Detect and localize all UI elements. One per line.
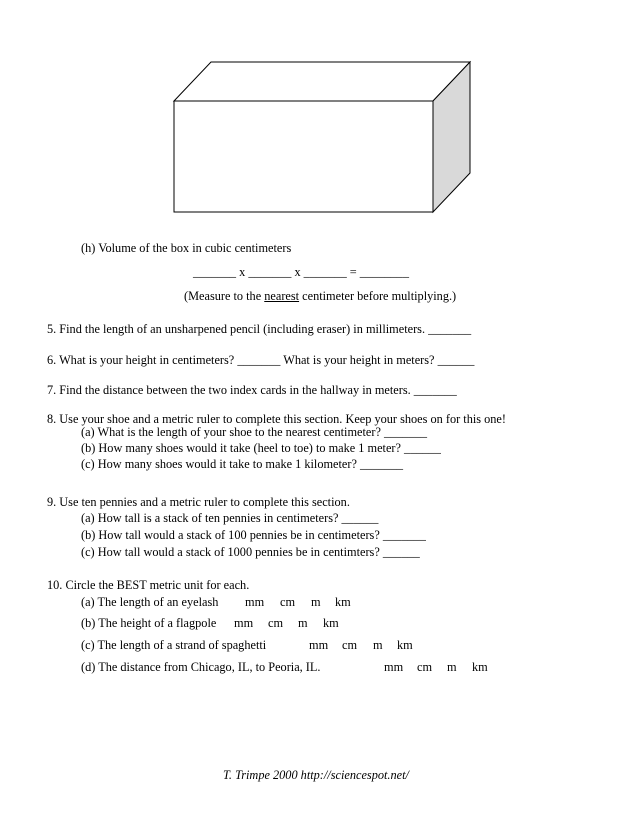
h-volume-equation: _______ x _______ x _______ = ________ bbox=[193, 265, 409, 279]
q10d-unit-m: m bbox=[447, 660, 457, 674]
question-10d: (d) The distance from Chicago, IL, to Peoria, IL. bbox=[81, 660, 321, 674]
q10b-unit-mm: mm bbox=[234, 616, 254, 630]
question-8b: (b) How many shoes would it take (heel to toe) to make 1 meter? ______ bbox=[81, 441, 441, 455]
question-9: 9. Use ten pennies and a metric ruler to complete this section. bbox=[47, 495, 350, 509]
q10c-unit-m: m bbox=[373, 638, 383, 652]
q10a-unit-mm: mm bbox=[245, 595, 265, 609]
q10c-unit-km: km bbox=[397, 638, 413, 652]
h-note-before: (Measure to the bbox=[184, 289, 265, 303]
q10d-unit-km: km bbox=[472, 660, 488, 674]
q10b-unit-cm: cm bbox=[268, 616, 284, 630]
footer-credit: T. Trimpe 2000 http://sciencespot.net/ bbox=[223, 768, 409, 782]
h-note-after: centimeter before multiplying.) bbox=[299, 289, 457, 303]
q10a-unit-m: m bbox=[311, 595, 321, 609]
q10d-unit-cm: cm bbox=[417, 660, 433, 674]
q10b-unit-m: m bbox=[298, 616, 308, 630]
rectangular-box-figure bbox=[0, 0, 638, 230]
q10b-unit-km: km bbox=[323, 616, 339, 630]
q10c-unit-mm: mm bbox=[309, 638, 329, 652]
question-6: 6. What is your height in centimeters? _______ What is your height in meters? ______ bbox=[47, 353, 475, 367]
question-9a: (a) How tall is a stack of ten pennies in centimeters? ______ bbox=[81, 511, 379, 525]
question-10b: (b) The height of a flagpole bbox=[81, 616, 217, 630]
q10a-unit-cm: cm bbox=[280, 595, 296, 609]
q10d-unit-mm: mm bbox=[384, 660, 404, 674]
q10a-unit-km: km bbox=[335, 595, 351, 609]
h-volume-label: (h) Volume of the box in cubic centimeters bbox=[81, 241, 292, 255]
box-top-face bbox=[174, 62, 470, 101]
question-8a: (a) What is the length of your shoe to the nearest centimeter? _______ bbox=[81, 425, 428, 439]
question-10a: (a) The length of an eyelash bbox=[81, 595, 219, 609]
question-10c: (c) The length of a strand of spaghetti bbox=[81, 638, 267, 652]
h-note-emphasis: nearest bbox=[264, 289, 300, 303]
question-9b: (b) How tall would a stack of 100 pennies be in centimeters? _______ bbox=[81, 528, 426, 542]
question-8c: (c) How many shoes would it take to make 1 kilometer? _______ bbox=[81, 457, 404, 471]
q10c-unit-cm: cm bbox=[342, 638, 358, 652]
box-front-face bbox=[174, 101, 433, 212]
question-7: 7. Find the distance between the two index cards in the hallway in meters. _______ bbox=[47, 383, 457, 397]
question-5: 5. Find the length of an unsharpened pencil (including eraser) in millimeters. _______ bbox=[47, 322, 472, 336]
h-measure-note bbox=[184, 289, 456, 304]
question-10: 10. Circle the BEST metric unit for each. bbox=[47, 578, 250, 592]
question-9c: (c) How tall would a stack of 1000 pennies be in centimters? ______ bbox=[81, 545, 420, 559]
question-8: 8. Use your shoe and a metric ruler to complete this section. Keep your shoes on for this one! bbox=[47, 412, 506, 426]
